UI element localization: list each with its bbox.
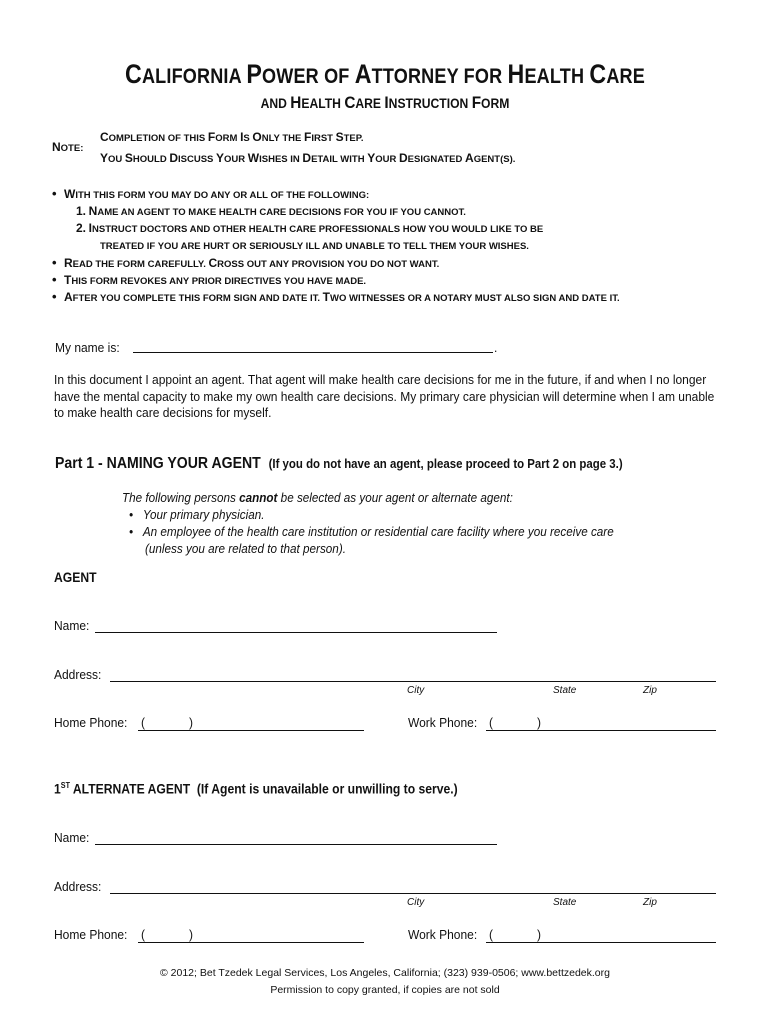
intro-paragraph: In this document I appoint an agent. That agent will make health care decisions for me in the future, if and when I no longer have the mental capacity to make my own health care decisions. My primary care physician will determine when I am unable to make health care decisions for myself. xyxy=(54,372,715,420)
alternate-work-phone-field[interactable] xyxy=(486,942,716,943)
bullet-icon: • xyxy=(52,255,57,270)
alternate-home-phone-field[interactable] xyxy=(138,942,364,943)
agent-home-phone-field[interactable] xyxy=(138,730,364,731)
my-name-label: My name is: xyxy=(55,340,120,355)
alternate-home-paren-open: ( xyxy=(141,927,146,942)
alternate-name-field[interactable] xyxy=(95,844,497,845)
bullet-item: • READ THE FORM CAREFULLY. CROSS OUT ANY PROVISION YOU DO NOT WANT. xyxy=(52,255,440,270)
agent-name-label: Name: xyxy=(54,618,90,633)
bullet-icon: • xyxy=(129,507,134,522)
agent-home-paren-open: ( xyxy=(141,715,146,730)
agent-address-field[interactable] xyxy=(110,681,716,682)
my-name-field[interactable] xyxy=(133,352,493,353)
bullet-item: • THIS FORM REVOKES ANY PRIOR DIRECTIVES YOU HAVE MADE. xyxy=(52,272,367,287)
note-line-2: YOU SHOULD DISCUSS YOUR WISHES IN DETAIL WITH YOUR DESIGNATED AGENT(S). xyxy=(100,151,516,165)
alternate-address-field[interactable] xyxy=(110,893,716,894)
restriction-text: The following persons cannot be selected as your agent or alternate agent: xyxy=(122,490,513,505)
agent-zip-label: Zip xyxy=(643,685,657,696)
note-line-1: COMPLETION OF THIS FORM IS ONLY THE FIRST STEP. xyxy=(100,130,364,144)
alternate-agent-subheading: (If Agent is unavailable or unwilling to serve.) xyxy=(196,781,458,797)
bullet-item: • AFTER YOU COMPLETE THIS FORM SIGN AND DATE IT. TWO WITNESSES OR A NOTARY MUST ALSO SIGN AND DATE IT. xyxy=(52,289,620,304)
restriction-item: • An employee of the health care institution or residential care facility where you receive care xyxy=(129,524,614,539)
agent-work-phone-field[interactable] xyxy=(486,730,716,731)
alternate-work-paren-close: ) xyxy=(537,927,542,942)
numbered-item-1: 1. NAME AN AGENT TO MAKE HEALTH CARE DECISIONS FOR YOU IF YOU CANNOT. xyxy=(76,204,466,218)
alternate-home-phone-label: Home Phone: xyxy=(54,927,128,942)
alternate-state-label: State xyxy=(553,897,577,908)
numbered-item-2: 2. INSTRUCT DOCTORS AND OTHER HEALTH CARE PROFESSIONALS HOW YOU WOULD LIKE TO BE xyxy=(76,221,544,235)
alternate-work-paren-open: ( xyxy=(489,927,494,942)
bullet-icon: • xyxy=(129,524,134,539)
agent-home-paren-close: ) xyxy=(189,715,194,730)
agent-work-phone-label: Work Phone: xyxy=(408,715,478,730)
alternate-name-label: Name: xyxy=(54,830,90,845)
agent-address-label: Address: xyxy=(54,667,102,682)
part1-subtitle: (If you do not have an agent, please proceed to Part 2 on page 3.) xyxy=(268,456,623,471)
part1-title: Part 1 - NAMING YOUR AGENT (If you do not have an agent, please proceed to Part 2 on page 3.) xyxy=(55,455,623,472)
agent-home-phone-label: Home Phone: xyxy=(54,715,128,730)
restriction-item: • Your primary physician. xyxy=(129,507,265,522)
bullet-icon: • xyxy=(52,289,57,304)
footer-copyright: © 2012; Bet Tzedek Legal Services, Los Angeles, California; (323) 939-0506; www.bettzedek.org xyxy=(160,967,610,979)
alternate-city-label: City xyxy=(407,897,425,908)
my-name-period: . xyxy=(494,340,498,355)
agent-work-paren-close: ) xyxy=(537,715,542,730)
alternate-work-phone-label: Work Phone: xyxy=(408,927,478,942)
alternate-zip-label: Zip xyxy=(643,897,657,908)
restriction-item-continued: (unless you are related to that person). xyxy=(145,541,346,556)
form-subtitle: AND HEALTH CARE INSTRUCTION FORM xyxy=(260,93,510,112)
agent-state-label: State xyxy=(553,685,577,696)
bullet-icon: • xyxy=(52,272,57,287)
agent-name-field[interactable] xyxy=(95,632,497,633)
bullet-icon: • xyxy=(52,186,57,201)
agent-work-paren-open: ( xyxy=(489,715,494,730)
bullet-item: • WITH THIS FORM YOU MAY DO ANY OR ALL OF THE FOLLOWING: xyxy=(52,186,370,201)
agent-heading: AGENT xyxy=(54,570,97,585)
numbered-item-2-continued: TREATED IF YOU ARE HURT OR SERIOUSLY ILL AND UNABLE TO TELL THEM YOUR WISHES. xyxy=(100,241,529,252)
alternate-address-label: Address: xyxy=(54,879,102,894)
note-label: NOTE: xyxy=(52,140,84,154)
alternate-home-paren-close: ) xyxy=(189,927,194,942)
footer-permission: Permission to copy granted, if copies are not sold xyxy=(270,984,500,996)
form-title: CALIFORNIA POWER OF ATTORNEY FOR HEALTH CARE xyxy=(125,59,645,89)
alternate-agent-heading: 1ST ALTERNATE AGENT (If Agent is unavailable or unwilling to serve.) xyxy=(54,781,458,797)
agent-city-label: City xyxy=(407,685,425,696)
